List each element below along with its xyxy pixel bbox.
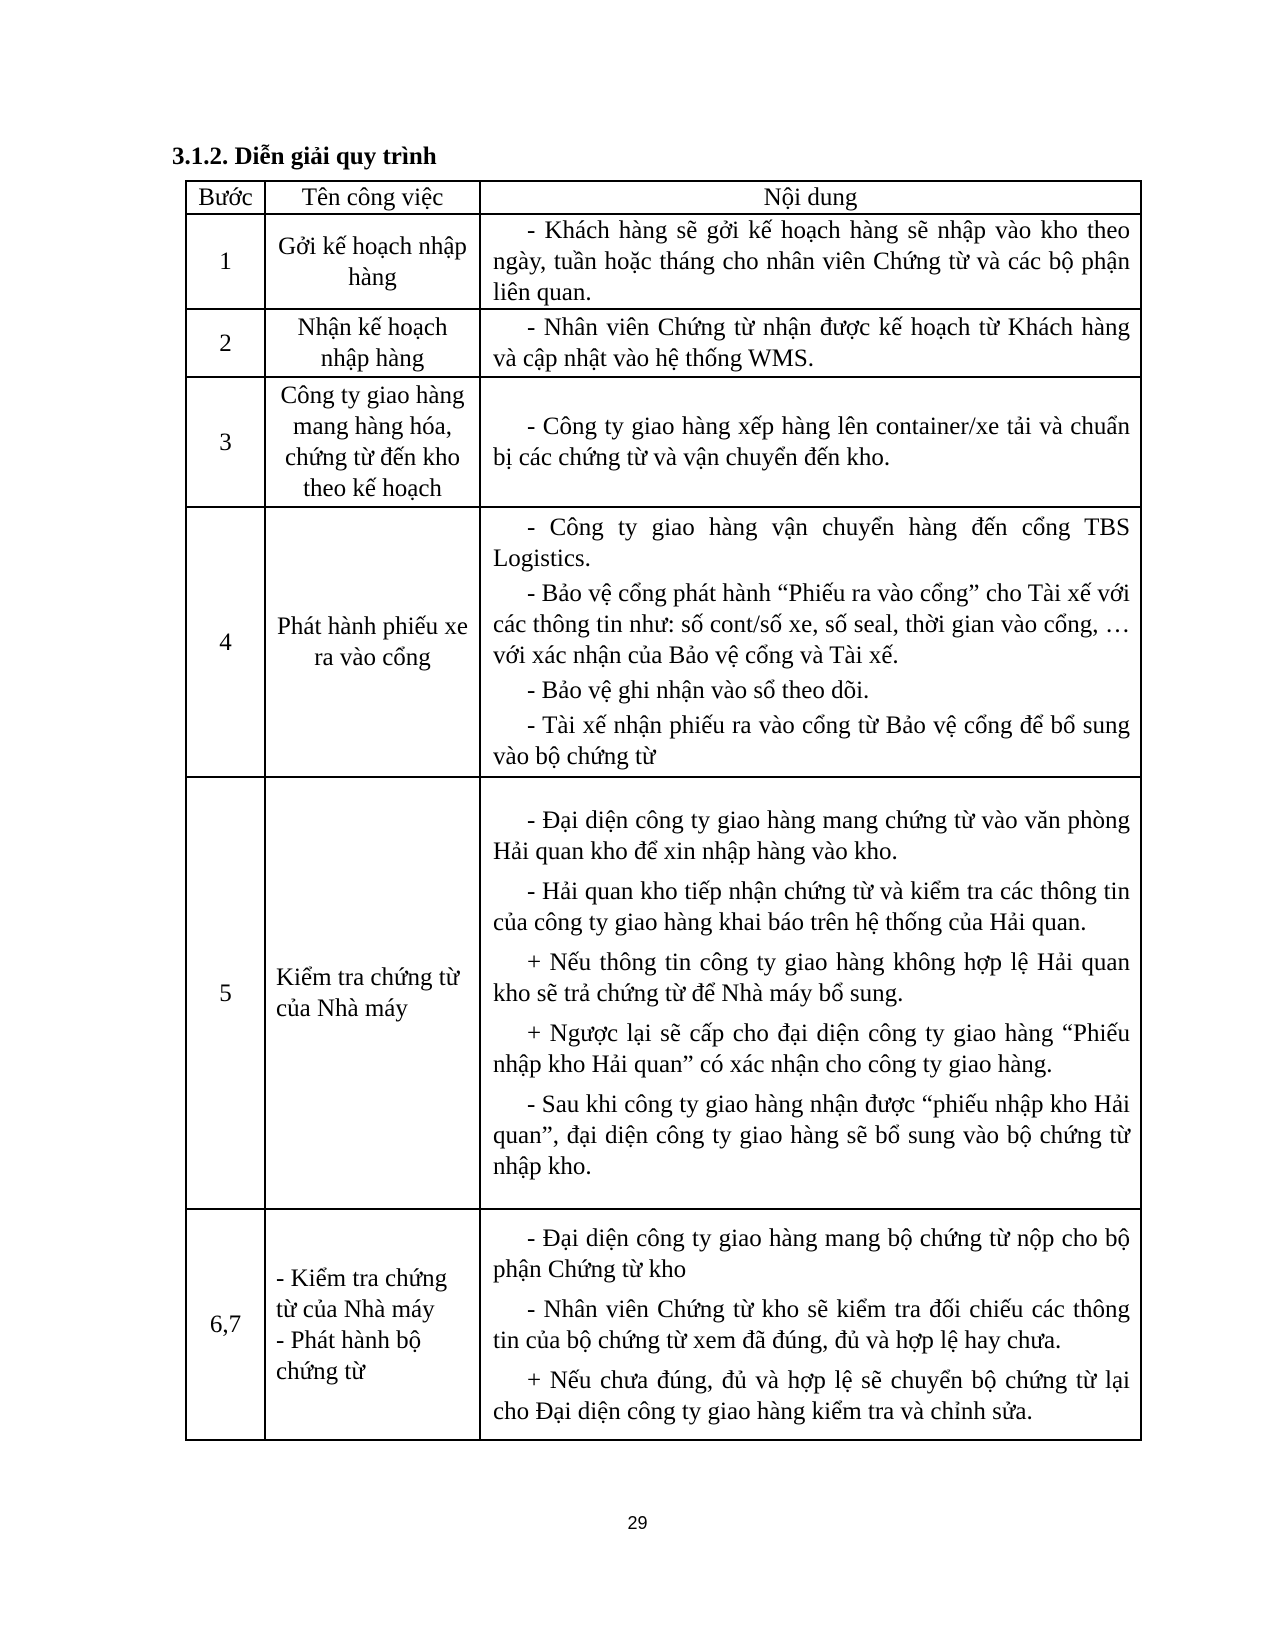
task-line: Gởi kế hoạch nhập hàng (278, 232, 467, 291)
content-paragraph: + Nếu chưa đúng, đủ và hợp lệ sẽ chuyển bộ chứng từ lại cho Đại diện công ty giao hàng kiểm tra và chỉnh sửa. (493, 1366, 1130, 1425)
step-content (480, 507, 1141, 777)
header-task: Tên công việc (265, 181, 480, 214)
step-content (480, 214, 1141, 309)
content-paragraph: - Hải quan kho tiếp nhận chứng từ và kiểm tra các thông tin của công ty giao hàng khai báo trên hệ thống của Hải quan. (493, 877, 1130, 936)
content-paragraph: + Ngược lại sẽ cấp cho đại diện công ty giao hàng “Phiếu nhập kho Hải quan” có xác nhận cho công ty giao hàng. (493, 1019, 1130, 1078)
content-paragraph: - Khách hàng sẽ gởi kế hoạch hàng sẽ nhập vào kho theo ngày, tuần hoặc tháng cho nhân viên Chứng từ và các bộ phận liên quan. (493, 217, 1130, 306)
step-number: 4 (186, 507, 265, 777)
step-content (480, 309, 1141, 377)
table-row (186, 777, 1141, 1209)
task-line: - Phát hành bộ chứng từ (276, 1326, 422, 1385)
table-row (186, 1209, 1141, 1440)
content-paragraph: - Công ty giao hàng vận chuyển hàng đến cổng TBS Logistics. (493, 514, 1130, 572)
step-content (480, 1209, 1141, 1440)
step-number: 2 (186, 309, 265, 377)
task-name (265, 777, 480, 1209)
step-number: 5 (186, 777, 265, 1209)
task-name (265, 507, 480, 777)
header-content: Nội dung (480, 181, 1141, 214)
task-line: Kiểm tra chứng từ của Nhà máy (276, 964, 460, 1022)
content-paragraph: - Đại diện công ty giao hàng mang bộ chứng từ nộp cho bộ phận Chứng từ kho (493, 1224, 1130, 1283)
step-number: 6,7 (186, 1209, 265, 1440)
step-content (480, 377, 1141, 507)
step-number: 1 (186, 214, 265, 309)
table-header-row (186, 181, 1141, 214)
step-number: 3 (186, 377, 265, 507)
task-name (265, 309, 480, 377)
table-row (186, 214, 1141, 309)
header-step: Bước (186, 181, 265, 214)
content-paragraph: - Đại diện công ty giao hàng mang chứng từ vào văn phòng Hải quan kho để xin nhập hàng vào kho. (493, 806, 1130, 865)
content-paragraph: - Bảo vệ ghi nhận vào sổ theo dõi. (527, 677, 870, 704)
table-row (186, 377, 1141, 507)
content-paragraph: - Nhân viên Chứng từ nhận được kế hoạch từ Khách hàng và cập nhật vào hệ thống WMS. (493, 314, 1130, 372)
task-line: Nhận kế hoạch nhập hàng (297, 314, 448, 372)
task-line: - Kiểm tra chứng từ của Nhà máy (276, 1264, 448, 1323)
table-row (186, 507, 1141, 777)
task-name (265, 377, 480, 507)
process-table (185, 180, 1142, 1441)
task-line: Công ty giao hàng mang hàng hóa, chứng từ đến kho theo kế hoạch (280, 382, 465, 502)
content-paragraph: - Tài xế nhận phiếu ra vào cổng từ Bảo vệ cổng để bổ sung vào bộ chứng từ (493, 712, 1130, 770)
task-name (265, 1209, 480, 1440)
section-heading: 3.1.2. Diễn giải quy trình (172, 143, 437, 170)
step-content (480, 777, 1141, 1209)
table-row (186, 309, 1141, 377)
task-line: Phát hành phiếu xe ra vào cổng (277, 613, 468, 671)
task-name (265, 214, 480, 309)
content-paragraph: - Nhân viên Chứng từ kho sẽ kiểm tra đối chiếu các thông tin của bộ chứng từ xem đã đúng, đủ và hợp lệ hay chưa. (493, 1295, 1130, 1354)
content-paragraph: - Công ty giao hàng xếp hàng lên container/xe tải và chuẩn bị các chứng từ và vận chuyển đến kho. (493, 413, 1130, 471)
content-paragraph: + Nếu thông tin công ty giao hàng không hợp lệ Hải quan kho sẽ trả chứng từ để Nhà máy bổ sung. (493, 948, 1130, 1007)
content-paragraph: - Sau khi công ty giao hàng nhận được “phiếu nhập kho Hải quan”, đại diện công ty giao hàng sẽ bổ sung vào bộ chứng từ nhập kho. (493, 1090, 1130, 1180)
content-paragraph: - Bảo vệ cổng phát hành “Phiếu ra vào cổng” cho Tài xế với các thông tin như: số cont/số xe, số seal, thời gian vào cổng, … với xác nhận của Bảo vệ cổng và Tài xế. (493, 580, 1130, 669)
page-number: 29 (627, 1513, 648, 1533)
